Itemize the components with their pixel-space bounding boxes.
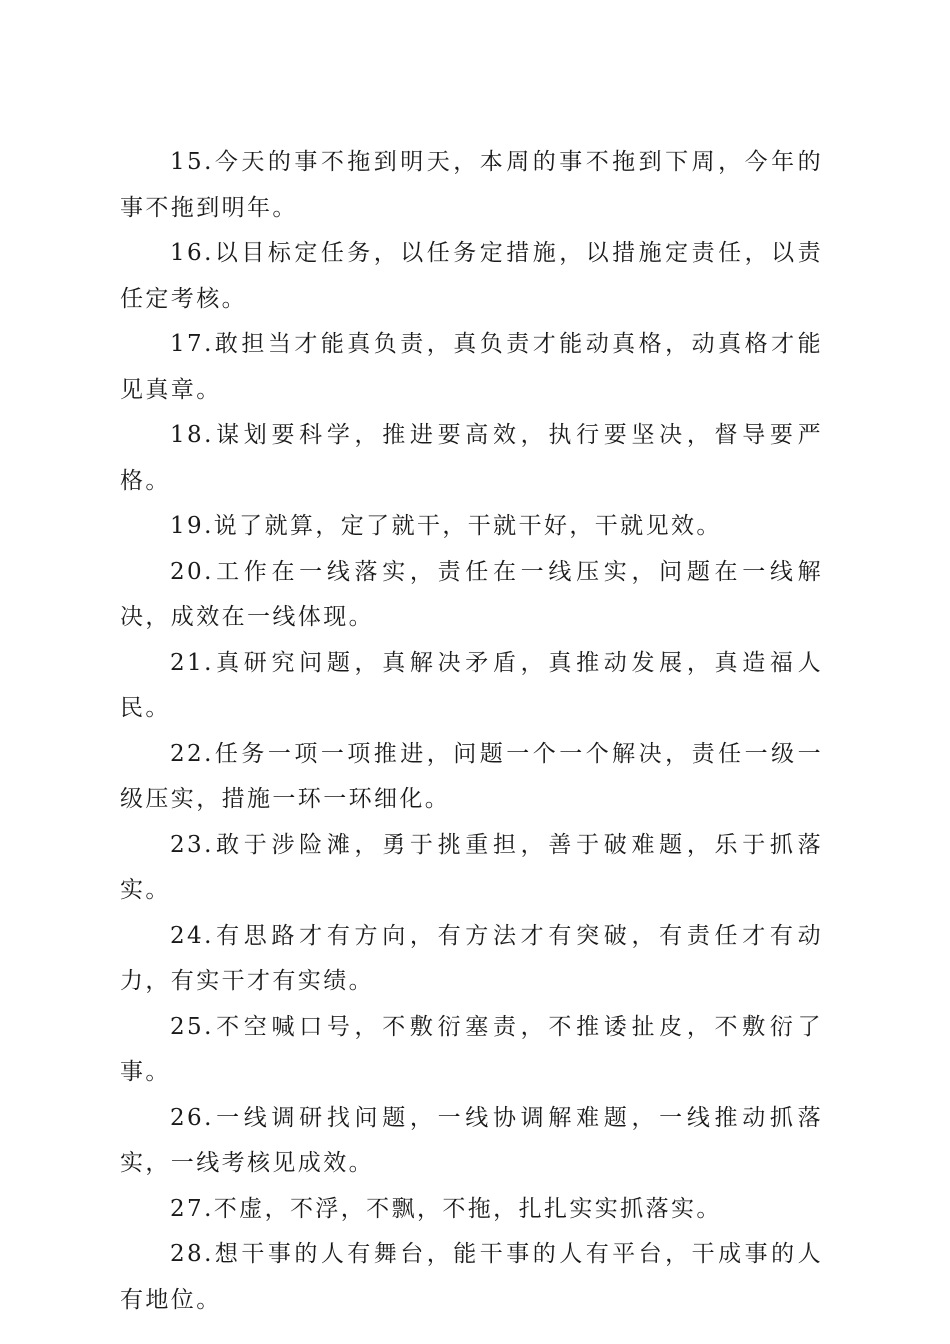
paragraph-18: 18.谋划要科学，推进要高效，执行要坚决，督导要严格。 bbox=[120, 422, 823, 494]
paragraph-19: 19.说了就算，定了就干，干就干好，干就见效。 bbox=[170, 513, 722, 539]
paragraph-16: 16.以目标定任务，以任务定措施，以措施定责任，以责任定考核。 bbox=[120, 240, 823, 312]
paragraph-20: 20.工作在一线落实，责任在一线压实，问题在一线解决，成效在一线体现。 bbox=[120, 558, 823, 630]
paragraph-21: 21.真研究问题，真解决矛盾，真推动发展，真造福人民。 bbox=[120, 649, 823, 721]
paragraph-25: 25.不空喊口号，不敷衍塞责，不推诿扯皮，不敷衍了事。 bbox=[120, 1013, 823, 1085]
paragraph-22: 22.任务一项一项推进，问题一个一个解决，责任一级一级压实，措施一环一环细化。 bbox=[120, 740, 823, 812]
paragraph-24: 24.有思路才有方向，有方法才有突破，有责任才有动力，有实干才有实绩。 bbox=[120, 922, 823, 994]
paragraph-28: 28.想干事的人有舞台，能干事的人有平台，干成事的人有地位。 bbox=[120, 1241, 823, 1313]
paragraph-23: 23.敢于涉险滩，勇于挑重担，善于破难题，乐于抓落实。 bbox=[120, 831, 823, 903]
paragraph-26: 26.一线调研找问题，一线协调解难题，一线推动抓落实，一线考核见成效。 bbox=[120, 1104, 823, 1176]
document-body bbox=[120, 140, 823, 1323]
paragraph-17: 17.敢担当才能真负责，真负责才能动真格，动真格才能见真章。 bbox=[120, 331, 823, 403]
paragraph-15: 15.今天的事不拖到明天，本周的事不拖到下周，今年的事不拖到明年。 bbox=[120, 149, 823, 221]
paragraph-27: 27.不虚，不浮，不飘，不拖，扎扎实实抓落实。 bbox=[170, 1195, 722, 1222]
